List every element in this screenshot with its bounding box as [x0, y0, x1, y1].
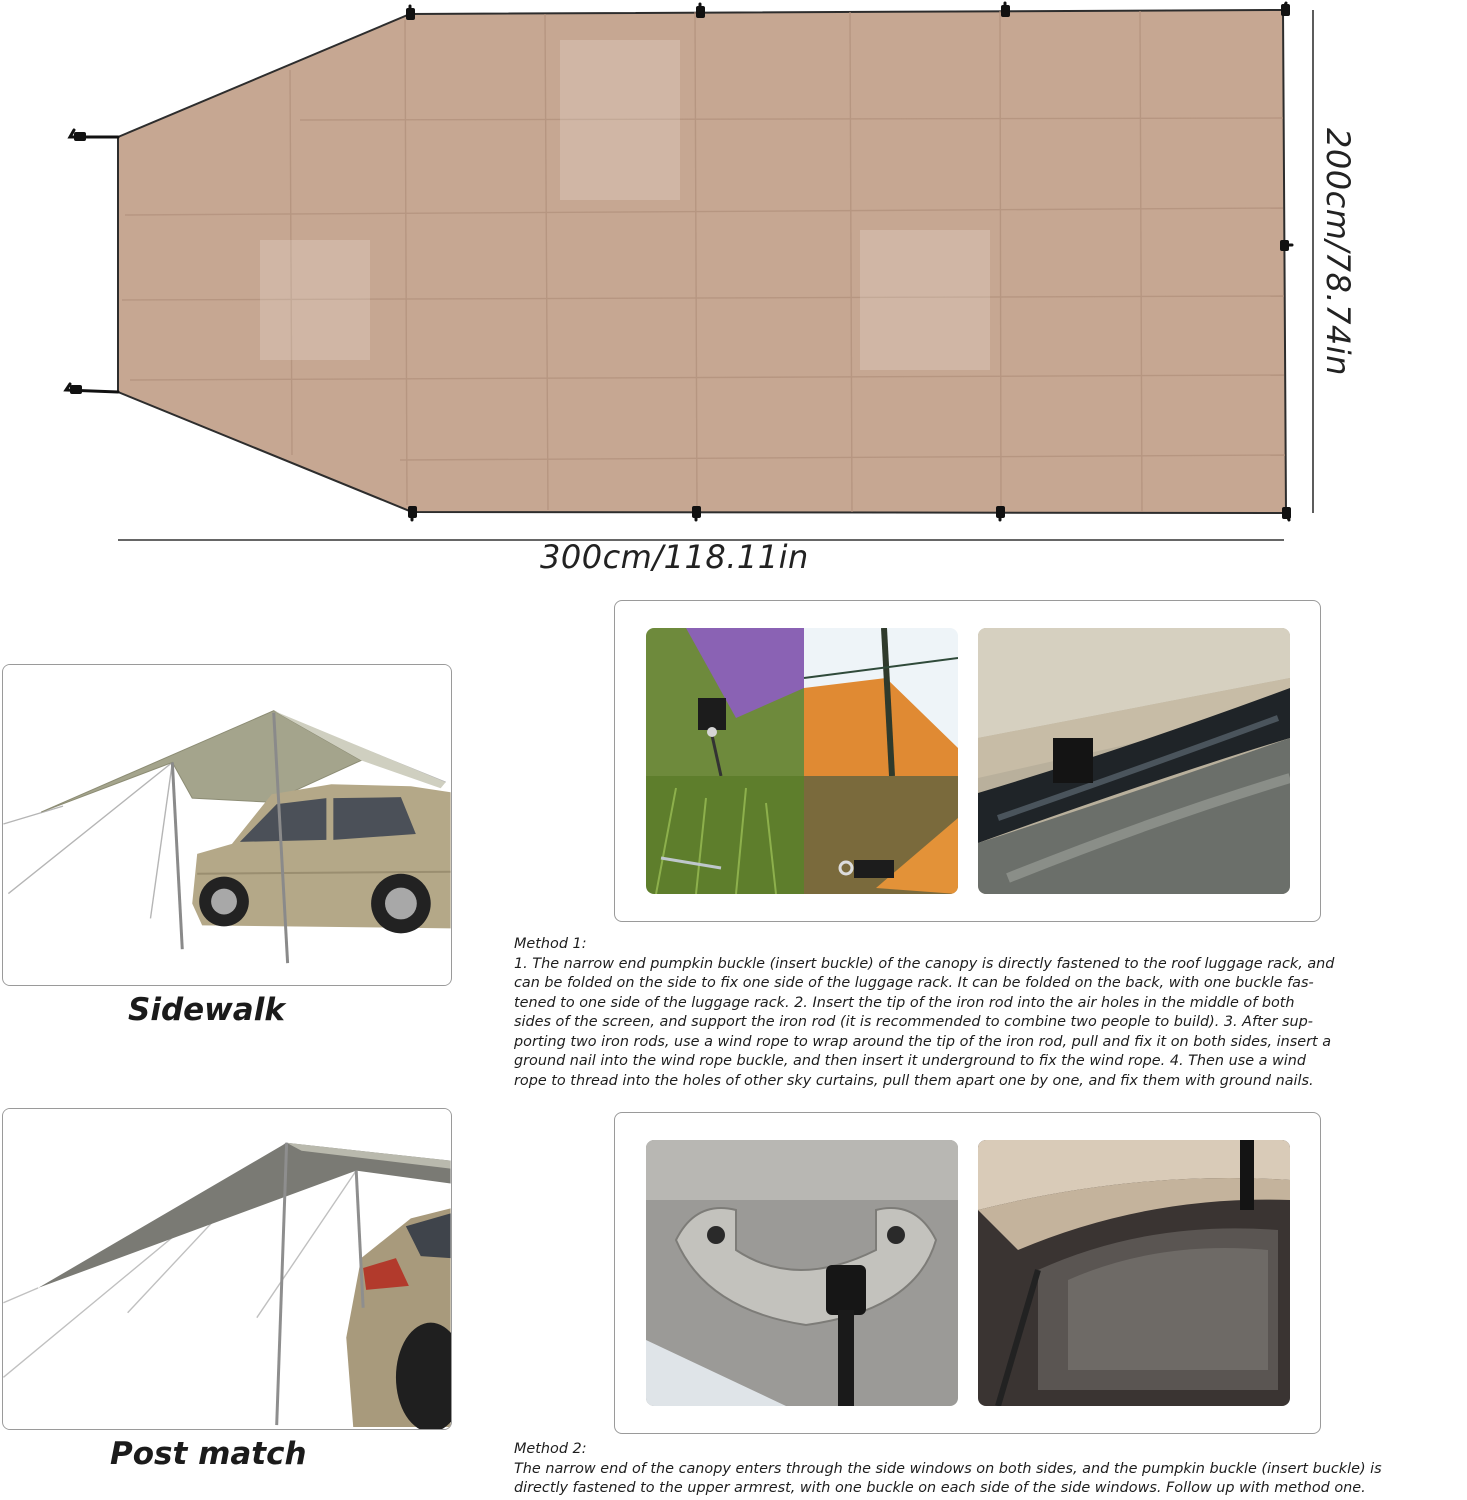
- method2-text: [514, 1440, 1464, 1499]
- method1-text: [514, 935, 1454, 1091]
- method2-line: directly fastened to the upper armrest, with one buckle on each side of the side windows. Follow up with method one.: [514, 1480, 1366, 1496]
- method1-roof-rack-photo: [978, 628, 1290, 894]
- sidewalk-photo-frame: [2, 664, 452, 986]
- method1-line: can be folded on the side to fix one side of the luggage rack. It can be folded on the back, with one buckle fas-: [514, 975, 1314, 991]
- sidewalk-photo: [3, 665, 451, 985]
- sidewalk-caption: Sidewalk: [128, 992, 285, 1028]
- method1-line: 1. The narrow end pumpkin buckle (insert buckle) of the canopy is directly fastened to the roof luggage rack, and: [514, 955, 1335, 972]
- width-dimension-label: 300cm/118.11in: [540, 538, 809, 576]
- method2-side-window-photo: [978, 1140, 1290, 1406]
- method2-armrest-photo: [646, 1140, 958, 1406]
- post-match-photo: [3, 1109, 451, 1429]
- method1-line: sides of the screen, and support the iron rod (it is recommended to combine two people to build). 3. After sup-: [514, 1014, 1313, 1030]
- method1-line: tened to one side of the luggage rack. 2. Insert the tip of the iron rod into the air holes in the middle of both: [514, 994, 1295, 1011]
- method1-line: ground nail into the wind rope buckle, and then insert it underground to fix the wind rope. 4. Then use a wind: [514, 1053, 1307, 1069]
- method1-stake-collage-photo: [646, 628, 958, 894]
- post-match-caption: Post match: [110, 1436, 307, 1472]
- method1-line: rope to thread into the holes of other sky curtains, pull them apart one by one, and fix them with ground nails.: [514, 1072, 1314, 1089]
- post-match-photo-frame: [2, 1108, 452, 1430]
- method2-title: Method 2:: [514, 1441, 587, 1457]
- method1-title: Method 1:: [514, 936, 587, 952]
- tarp-diagram: [0, 0, 1467, 590]
- method2-line: The narrow end of the canopy enters through the side windows on both sides, and the pumpkin buckle (insert buckle) is: [514, 1460, 1382, 1477]
- method1-line: porting two iron rods, use a wind rope to wrap around the tip of the iron rod, pull and fix it on both sides, insert a: [514, 1033, 1332, 1050]
- height-dimension-label: 200cm/78.74in: [1319, 128, 1357, 376]
